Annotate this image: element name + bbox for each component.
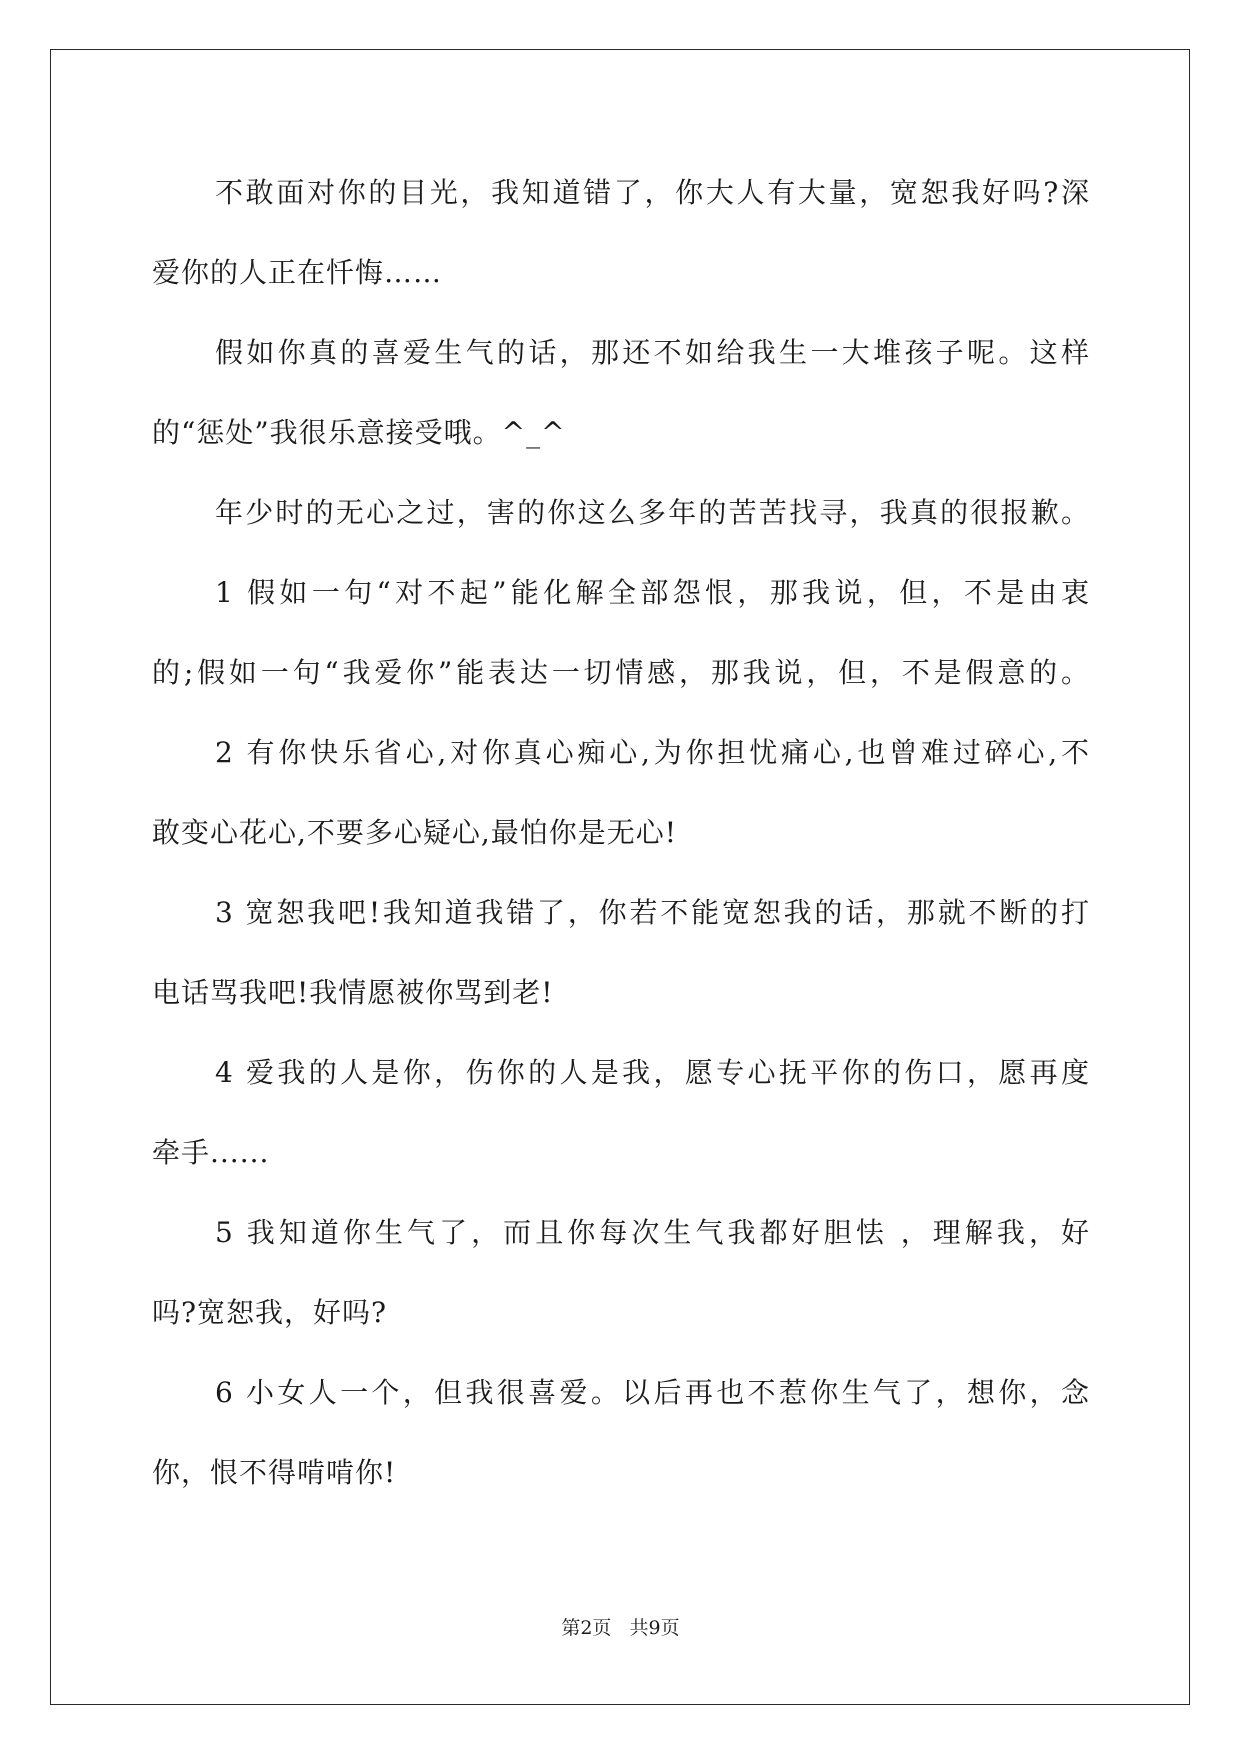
text-line: 假如你真的喜爱生气的话，那还不如给我生一大堆孩子呢。这样 (215, 336, 1090, 369)
text-line: 6 小女人一个，但我很喜爱。以后再也不惹你生气了，想你，念 (215, 1376, 1090, 1409)
paragraph (152, 313, 1090, 473)
paragraph (152, 1193, 1090, 1353)
text-line: 4 爱我的人是你，伤你的人是我，愿专心抚平你的伤口，愿再度 (215, 1056, 1090, 1089)
text-line: 不敢面对你的目光，我知道错了，你大人有大量，宽恕我好吗?深 (215, 176, 1090, 209)
text-line: 3 宽恕我吧!我知道我错了，你若不能宽恕我的话，那就不断的打 (215, 896, 1090, 929)
text-line: 的;假如一句“我爱你”能表达一切情感，那我说，但，不是假意的。 (152, 656, 1090, 689)
document-body (152, 153, 1090, 1513)
paragraph (152, 473, 1090, 553)
text-line: 的“惩处”我很乐意接受哦。^_^ (152, 416, 566, 449)
text-line: 爱你的人正在忏悔…… (152, 256, 443, 289)
page-indicator: 第2页 共9页 (561, 1617, 680, 1639)
text-line: 5 我知道你生气了，而且你每次生气我都好胆怯 ，理解我，好 (215, 1216, 1090, 1249)
text-line: 吗?宽恕我，好吗? (152, 1296, 388, 1329)
text-line: 牵手...... (152, 1136, 270, 1169)
page-number-footer (0, 1616, 1241, 1640)
text-line: 2 有你快乐省心,对你真心痴心,为你担忧痛心,也曾难过碎心,不 (215, 736, 1090, 769)
text-line: 1 假如一句“对不起”能化解全部怨恨，那我说，但，不是由衷 (215, 576, 1090, 609)
text-line: 电话骂我吧!我情愿被你骂到老! (152, 976, 554, 1009)
paragraph (152, 1353, 1090, 1513)
paragraph (152, 153, 1090, 313)
text-line: 你，恨不得啃啃你! (152, 1456, 397, 1489)
paragraph (152, 553, 1090, 713)
paragraph (152, 873, 1090, 1033)
text-line: 敢变心花心,不要多心疑心,最怕你是无心! (152, 816, 678, 849)
text-line: 年少时的无心之过，害的你这么多年的苦苦找寻，我真的很报歉。 (215, 496, 1090, 529)
paragraph (152, 713, 1090, 873)
paragraph (152, 1033, 1090, 1193)
